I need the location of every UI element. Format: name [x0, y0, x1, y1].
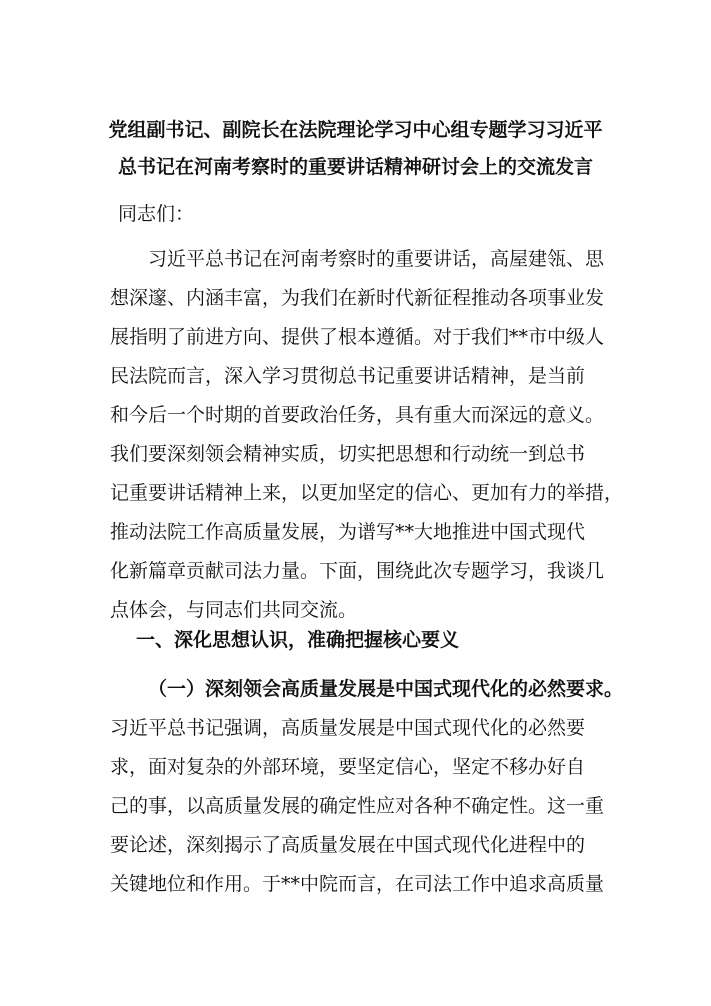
paragraph-line: 和今后一个时期的首要政治任务，具有重大而深远的意义。 — [110, 404, 605, 426]
section-heading-1: 一、深化思想认识，准确把握核心要义 — [136, 629, 460, 651]
document-title-line-1: 党组副书记、副院长在法院理论学习中心组专题学习习近平 — [108, 119, 603, 141]
paragraph-line: 点体会，与同志们共同交流。 — [110, 599, 358, 621]
paragraph-line: 想深邃、内涵丰富，为我们在新时代新征程推动各项事业发 — [110, 287, 605, 309]
paragraph-line: 要论述，深刻揭示了高质量发展在中国式现代化进程中的 — [110, 834, 586, 856]
salutation: 同志们： — [118, 203, 195, 225]
paragraph-line: 我们要深刻领会精神实质，切实把思想和行动统一到总书 — [110, 443, 586, 465]
intro-paragraph — [110, 240, 624, 630]
subsection-heading: （一）深刻领会高质量发展是中国式现代化的必然要求。 — [148, 678, 624, 700]
paragraph-line: 己的事，以高质量发展的确定性应对各种不确定性。这一重 — [110, 795, 605, 817]
paragraph-line: 求，面对复杂的外部环境，要坚定信心，坚定不移办好自 — [110, 756, 586, 778]
section-1-paragraph — [110, 670, 624, 904]
paragraph-line: 习近平总书记在河南考察时的重要讲话，高屋建瓴、思 — [148, 248, 605, 270]
paragraph-line: 展指明了前进方向、提供了根本遵循。对于我们**市中级人 — [110, 326, 605, 348]
paragraph-line: 习近平总书记强调，高质量发展是中国式现代化的必然要 — [110, 717, 586, 739]
paragraph-line: 民法院而言，深入学习贯彻总书记重要讲话精神，是当前 — [110, 365, 586, 387]
paragraph-line: 关键地位和作用。于**中院而言，在司法工作中追求高质量 — [110, 873, 605, 895]
paragraph-line: 化新篇章贡献司法力量。下面，围绕此次专题学习，我谈几 — [110, 560, 605, 582]
document-title-line-2: 总书记在河南考察时的重要讲话精神研讨会上的交流发言 — [117, 156, 593, 178]
paragraph-line: 记重要讲话精神上来，以更加坚定的信心、更加有力的举措， — [110, 482, 624, 504]
paragraph-line: 推动法院工作高质量发展，为谱写**大地推进中国式现代 — [110, 521, 586, 543]
